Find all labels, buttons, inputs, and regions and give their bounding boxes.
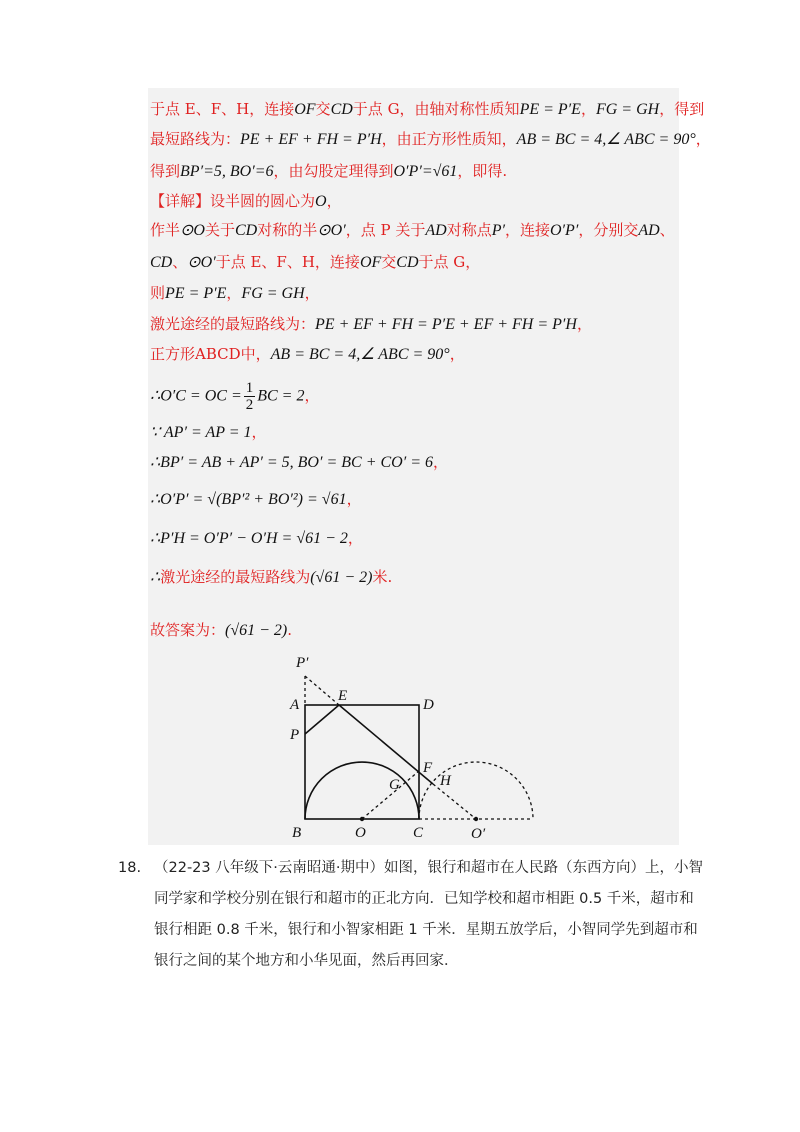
text-fragment: 交	[315, 100, 331, 118]
math-expression: BP′=5, BO′=6	[180, 163, 274, 180]
solution-line	[150, 619, 292, 642]
question-number: 18.	[118, 860, 142, 876]
text-fragment: 、	[659, 221, 675, 239]
math-expression: BC = 2	[257, 387, 305, 405]
math-expression: ∴	[150, 387, 161, 405]
solution-line	[150, 566, 392, 589]
math-expression: CD	[330, 101, 353, 118]
text-fragment: 【详解】设半圆的圆心为	[150, 192, 316, 210]
math-expression: PE + EF + FH = P′E + EF + FH = P′H	[315, 316, 577, 333]
point-o	[360, 817, 364, 821]
label-b: B	[292, 825, 302, 841]
question-line: 银行之间的某个地方和小华见面，然后再回家．	[154, 953, 459, 969]
text-fragment: ，即得.	[457, 162, 508, 180]
math-expression: ⊙O	[180, 222, 205, 239]
solution-line	[150, 451, 448, 474]
text-fragment: 、	[172, 253, 188, 271]
text-fragment: 对称点	[446, 221, 492, 239]
text-fragment: 故答案为：	[150, 621, 226, 639]
solution-line	[150, 160, 507, 183]
text-fragment: ，由正方形性质知，	[381, 130, 517, 148]
text-fragment: 正方形ABCD中，	[150, 345, 271, 363]
math-expression: (√61 − 2)	[225, 622, 288, 639]
text-fragment: ，	[449, 345, 465, 363]
text-fragment: 最短路线为：	[150, 130, 241, 148]
label-o: O	[355, 825, 366, 841]
solution-line	[150, 488, 362, 511]
label-p-prime: P′	[296, 655, 309, 671]
text-fragment: ，	[304, 284, 320, 302]
text-fragment: ，	[347, 529, 363, 547]
solution-line	[150, 128, 711, 151]
math-expression: ∴BP′ = AB + AP′ = 5, BO′ = BC + CO′ = 6	[150, 454, 434, 471]
text-fragment: ，	[346, 490, 362, 508]
text-fragment: ，	[326, 192, 342, 210]
text-fragment: ，点 P 关于	[345, 221, 426, 239]
text-fragment: 于点 E、F、H，连接	[150, 100, 295, 118]
segment-p-prime-e	[305, 676, 339, 705]
label-d: D	[423, 697, 434, 713]
math-expression: CD	[235, 222, 258, 239]
math-expression: ∴P′H = O′P′ − O′H = √61 − 2	[150, 530, 348, 547]
semicircle-o-prime	[419, 762, 533, 819]
math-expression: CD	[396, 254, 419, 271]
text-fragment: ，	[304, 386, 320, 405]
math-expression: O	[315, 193, 327, 210]
question-line: 同学家和学校分别在银行和超市的正北方向．已知学校和超市相距 0.5 千米，超市和	[154, 891, 694, 907]
text-fragment: 得到	[150, 162, 181, 180]
question-line: （22-23 八年级下·云南昭通·期中）如图，银行和超市在人民路（东西方向）上，小智	[154, 860, 703, 876]
label-g: G	[389, 777, 400, 793]
solution-line	[150, 527, 363, 550]
math-expression: O′P′	[550, 222, 579, 239]
text-fragment: 于点 G，	[418, 253, 481, 271]
text-fragment: 交	[381, 253, 397, 271]
math-expression: ∴	[150, 569, 161, 586]
text-fragment: ，分别交	[578, 221, 639, 239]
point-o-prime	[474, 817, 478, 821]
text-fragment: 于点 E、F、H，连接	[215, 253, 360, 271]
text-fragment: 则	[150, 284, 166, 302]
text-fragment: 作半	[150, 221, 181, 239]
label-f: F	[423, 760, 433, 776]
math-expression: AB = BC = 4,∠ ABC = 90°	[516, 131, 696, 148]
segment-pe	[305, 705, 339, 734]
solution-line	[150, 190, 342, 213]
math-expression: FG = GH	[595, 101, 660, 118]
math-expression: PE + EF + FH = P′H	[240, 131, 382, 148]
text-fragment: ，得到	[659, 100, 705, 118]
math-expression: O′C = OC =	[160, 387, 242, 405]
label-c: C	[413, 825, 424, 841]
math-expression: ⊙O′	[187, 254, 216, 271]
semicircle-o	[305, 762, 419, 819]
segment-h-o-prime	[433, 784, 476, 819]
text-fragment: 激光途经的最短路线为	[160, 568, 311, 586]
text-fragment: 关于	[204, 221, 235, 239]
text-fragment: ，	[251, 423, 267, 441]
solution-line	[150, 343, 465, 366]
label-h: H	[440, 773, 451, 789]
text-fragment: .	[287, 621, 293, 639]
fraction-numerator: 1	[245, 380, 254, 396]
label-e: E	[338, 688, 348, 704]
math-expression: CD	[150, 254, 173, 271]
math-expression: OF	[294, 101, 316, 118]
math-expression: PE = P′E	[519, 101, 581, 118]
fraction	[244, 380, 256, 413]
text-fragment: ，	[580, 100, 596, 118]
solution-line	[150, 380, 320, 413]
solution-line	[150, 219, 675, 242]
solution-line	[150, 421, 267, 444]
solution-line	[150, 251, 480, 274]
label-p: P	[290, 727, 300, 743]
fraction-denominator: 2	[245, 397, 254, 413]
math-expression: AD	[425, 222, 447, 239]
text-fragment: 对称的半	[257, 221, 318, 239]
math-expression: ∵ AP′ = AP = 1	[150, 424, 252, 441]
math-expression: FG = GH	[241, 285, 305, 302]
label-o-prime: O′	[471, 826, 486, 842]
math-expression: ∴O′P′ = √(BP′² + BO′²) = √61	[150, 491, 347, 508]
question-18	[118, 853, 703, 977]
solution-line	[150, 98, 704, 121]
text-fragment: ，连接	[504, 221, 550, 239]
solution-line	[150, 313, 592, 336]
math-expression: PE = P′E	[165, 285, 227, 302]
text-fragment: ，	[695, 130, 711, 148]
text-fragment: 米.	[372, 568, 393, 586]
text-fragment: 于点 G，由轴对称性质知	[352, 100, 520, 118]
math-expression: (√61 − 2)	[310, 569, 373, 586]
text-fragment: ，由勾股定理得到	[273, 162, 394, 180]
math-expression: AD	[638, 222, 660, 239]
question-line: 银行相距 0.8 千米，银行和小智家相距 1 千米．星期五放学后，小智同学先到超市和	[154, 922, 698, 938]
math-expression: O′P′=√61	[393, 163, 458, 180]
math-expression: P′	[491, 222, 505, 239]
math-expression: OF	[359, 254, 382, 271]
math-expression: ⊙O′	[317, 222, 346, 239]
geometry-diagram	[268, 650, 558, 845]
solution-line	[150, 282, 320, 305]
label-a: A	[290, 697, 300, 713]
text-fragment: ，	[226, 284, 242, 302]
text-fragment: ，	[576, 315, 592, 333]
math-expression: AB = BC = 4,∠ ABC = 90°	[270, 346, 450, 363]
text-fragment: 激光途经的最短路线为：	[150, 315, 316, 333]
text-fragment: ，	[433, 453, 449, 471]
